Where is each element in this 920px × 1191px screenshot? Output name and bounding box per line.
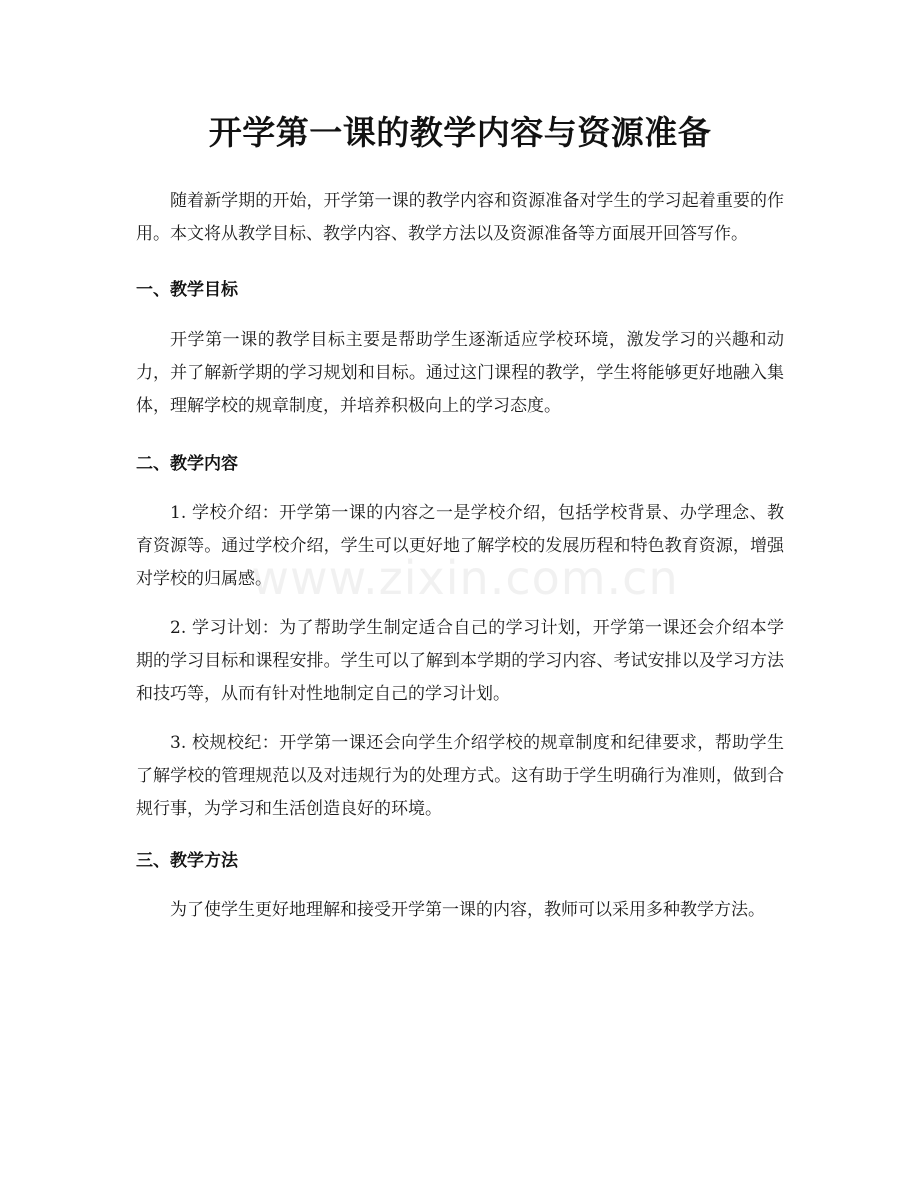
goals-paragraph: 开学第一课的教学目标主要是帮助学生逐渐适应学校环境，激发学习的兴趣和动力，并了解新学期的学习规划和目标。通过这门课程的教学，学生将能够更好地融入集体，理解学校的规章制度，并培养积极向上的学习态度。 <box>136 330 784 416</box>
content-paragraph-school-rules: 3. 校规校纪：开学第一课还会向学生介绍学校的规章制度和纪律要求，帮助学生了解学校的管理规范以及对违规行为的处理方式。这有助于学生明确行为准则，做到合规行事，为学习和生活创造良好的环境。 <box>136 733 784 819</box>
section-heading-goals: 一、教学目标 <box>136 280 238 300</box>
watermark: www.zixin.com.cn <box>251 551 679 605</box>
intro-paragraph: 随着新学期的开始，开学第一课的教学内容和资源准备对学生的学习起着重要的作用。本文将从教学目标、教学内容、教学方法以及资源准备等方面展开回答写作。 <box>136 191 784 244</box>
methods-paragraph: 为了使学生更好地理解和接受开学第一课的内容，教师可以采用多种教学方法。 <box>170 900 765 920</box>
content-paragraph-study-plan: 2. 学习计划：为了帮助学生制定适合自己的学习计划，开学第一课还会介绍本学期的学习目标和课程安排。学生可以了解到本学期的学习内容、考试安排以及学习方法和技巧等，从而有针对性地制定自己的学习计划。 <box>136 618 784 704</box>
section-heading-methods: 三、教学方法 <box>136 851 238 871</box>
page-title: 开学第一课的教学内容与资源准备 <box>208 113 712 152</box>
content-paragraph-school-intro: 1. 学校介绍：开学第一课的内容之一是学校介绍，包括学校背景、办学理念、教育资源等。通过学校介绍，学生可以更好地了解学校的发展历程和特色教育资源，增强对学校的归属感。 <box>136 503 784 589</box>
section-heading-content: 二、教学内容 <box>136 454 238 474</box>
